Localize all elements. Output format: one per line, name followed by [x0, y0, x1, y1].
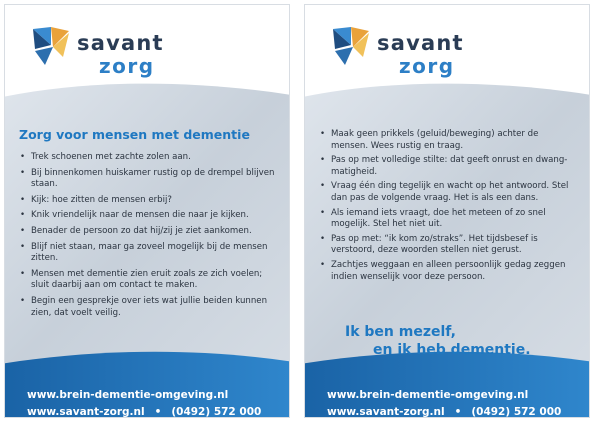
list-item: • Maak geen prikkels (geluid/beweging) achter de mensen. Wees rustig en traag. — [319, 129, 575, 152]
logo-word-savant: savant — [377, 31, 464, 55]
savant-zorg-logo — [29, 23, 179, 79]
right-card — [304, 4, 590, 418]
list-item: • Pas op met: “ik kom zo/straks”. Het tijdsbesef is verstoord, deze woorden stellen niet gerust. — [319, 234, 575, 257]
list-item: • Blijf niet staan, maar ga zoveel mogelijk bij de mensen zitten. — [19, 242, 279, 265]
list-item: • Knik vriendelijk naar de mensen die naar je kijken. — [19, 210, 279, 222]
list-item: • Trek schoenen met zachte zolen aan. — [19, 152, 279, 164]
logo-word-zorg: zorg — [99, 54, 155, 78]
card-heading: Zorg voor mensen met dementie — [19, 127, 250, 142]
savant-zorg-logo — [329, 23, 479, 79]
tips-list — [19, 152, 279, 319]
slogan-line-1: Ik ben mezelf, — [345, 324, 456, 340]
tips-list — [319, 129, 575, 283]
left-card-content — [19, 127, 279, 323]
savant-zorg-logo-icon — [329, 23, 373, 69]
list-item: • Bij binnenkomen huiskamer rustig op de drempel blijven staan. — [19, 168, 279, 191]
list-item: • Begin een gesprekje over iets wat jullie beiden kunnen zien, dat voelt veilig. — [19, 296, 279, 319]
list-item: • Mensen met dementie zien eruit zoals ze zich voelen; sluit daarbij aan om contact te maken. — [19, 269, 279, 292]
website-link-brein[interactable]: www.brein-dementie-omgeving.nl — [327, 389, 529, 401]
phone-number[interactable]: (0492) 572 000 — [171, 406, 262, 418]
list-item: • Als iemand iets vraagt, doe het meteen of zo snel mogelijk. Stel het niet uit. — [319, 208, 575, 231]
list-item: • Zachtjes weggaan en alleen persoonlijk gedag zeggen indien wenselijk voor deze persoon. — [319, 260, 575, 283]
website-link-savant[interactable]: www.savant-zorg.nl — [27, 406, 145, 418]
savant-zorg-logo-icon — [29, 23, 73, 69]
list-item: • Kijk: hoe zitten de mensen erbij? — [19, 195, 279, 207]
list-item: • Pas op met volledige stilte: dat geeft onrust en dwang-matigheid. — [319, 155, 575, 178]
right-card-content — [319, 129, 575, 286]
website-link-savant[interactable]: www.savant-zorg.nl — [327, 406, 445, 418]
separator-dot: • — [454, 406, 462, 418]
footer-contact — [27, 387, 261, 418]
slogan — [345, 323, 565, 359]
logo-word-zorg: zorg — [399, 54, 455, 78]
left-card — [4, 4, 290, 418]
website-link-brein[interactable]: www.brein-dementie-omgeving.nl — [27, 389, 229, 401]
separator-dot: • — [154, 406, 162, 418]
phone-number[interactable]: (0492) 572 000 — [471, 406, 562, 418]
footer-contact — [327, 387, 561, 418]
list-item: • Vraag één ding tegelijk en wacht op het antwoord. Stel dan pas de volgende vraag. Het is als een dans. — [319, 181, 575, 204]
slogan-line-2: en ik heb dementie. — [373, 342, 531, 358]
logo-word-savant: savant — [77, 31, 164, 55]
list-item: • Benader de persoon zo dat hij/zij je ziet aankomen. — [19, 226, 279, 238]
